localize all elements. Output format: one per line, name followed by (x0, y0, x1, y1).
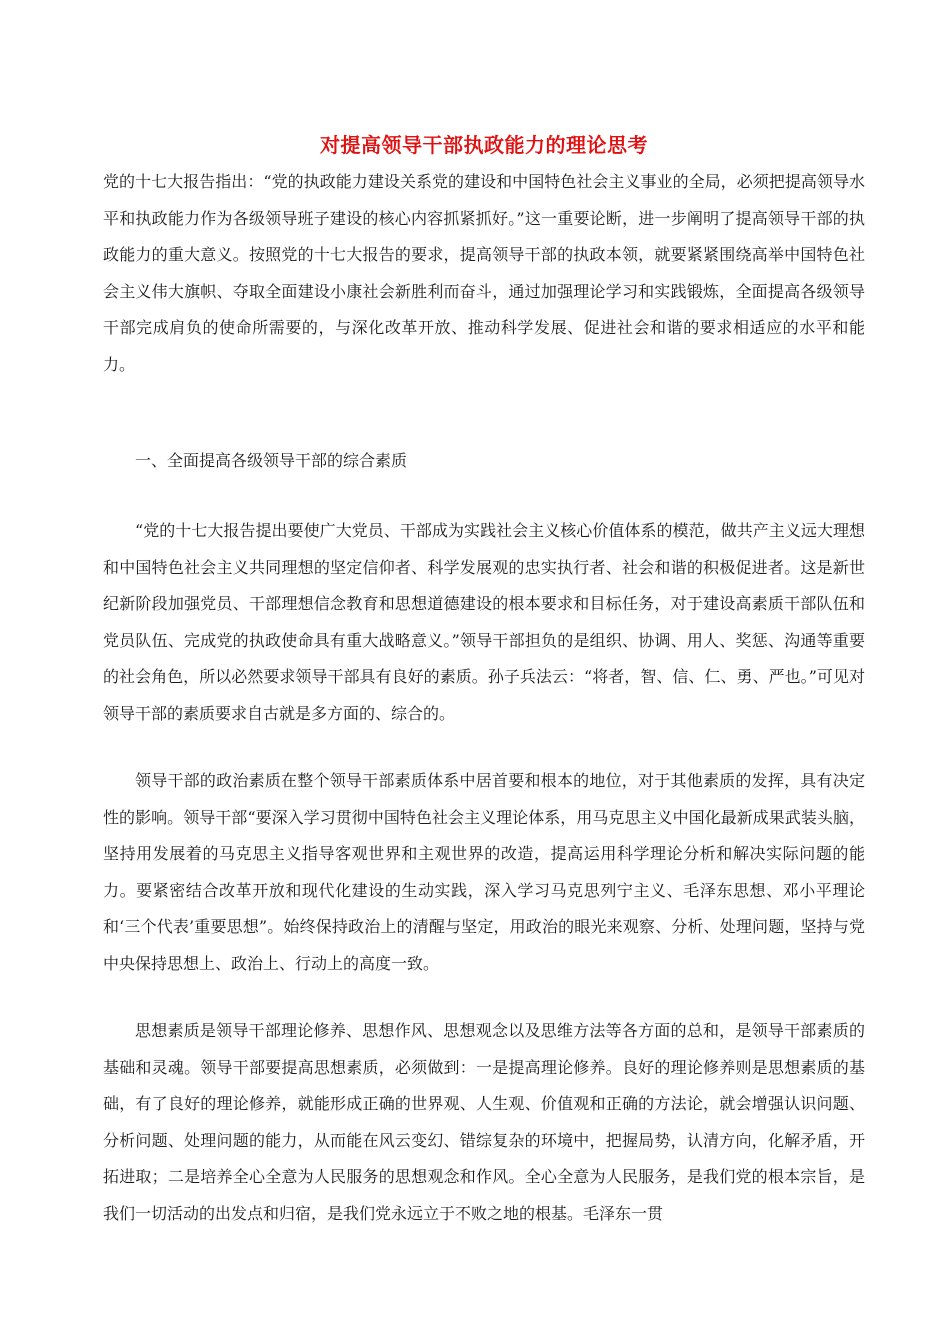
intro-paragraph: 党的十七大报告指出：“党的执政能力建设关系党的建设和中国特色社会主义事业的全局，必须把提高领导水平和执政能力作为各级领导班子建设的核心内容抓紧抓好。”这一重要论断，进一步阐明了提高领导干部的执政能力的重大意义。按照党的十七大报告的要求，提高领导干部的执政本领，就要紧紧围绕高举中国特色社会主义伟大旗帜、夺取全面建设小康社会新胜利而奋斗，通过加强理论学习和实践锻炼，全面提高各级领导干部完成肩负的使命所需要的，与深化改革开放、推动科学发展、促进社会和谐的要求相适应的水平和能力。 (103, 172, 865, 374)
body-paragraph-1: “党的十七大报告提出要使广大党员、干部成为实践社会主义核心价值体系的模范，做共产主义远大理想和中国特色社会主义共同理想的坚定信仰者、科学发展观的忠实执行者、社会和谐的积极促进者。这是新世纪新阶段加强党员、干部理想信念教育和思想道德建设的根本要求和目标任务，对于建设高素质干部队伍和党员队伍、完成党的执政使命具有重大战略意义。”领导干部担负的是组织、协调、用人、奖惩、沟通等重要的社会角色，所以必然要求领导干部具有良好的素质。孙子兵法云：“将者，智、信、仁、勇、严也。”可见对领导干部的素质要求自古就是多方面的、综合的。 (103, 521, 865, 723)
section-heading: 一、全面提高各级领导干部的综合素质 (135, 451, 408, 470)
body-paragraph-2: 领导干部的政治素质在整个领导干部素质体系中居首要和根本的地位，对于其他素质的发挥，具有决定性的影响。领导干部“要深入学习贯彻中国特色社会主义理论体系，用马克思主义中国化最新成果武装头脑，坚持用发展着的马克思主义指导客观世界和主观世界的改造，提高运用科学理论分析和解决实际问题的能力。要紧密结合改革开放和现代化建设的生动实践，深入学习马克思列宁主义、毛泽东思想、邓小平理论和‘三个代表’重要思想”。始终保持政治上的清醒与坚定，用政治的眼光来观察、分析、处理问题，坚持与党中央保持思想上、政治上、行动上的高度一致。 (103, 771, 865, 973)
body-paragraph-3: 思想素质是领导干部理论修养、思想作风、思想观念以及思维方法等各方面的总和，是领导干部素质的基础和灵魂。领导干部要提高思想素质，必须做到：一是提高理论修养。良好的理论修养则是思想素质的基础，有了良好的理论修养，就能形成正确的世界观、人生观、价值观和正确的方法论，就会增强认识问题、分析问题、处理问题的能力，从而能在风云变幻、错综复杂的环境中，把握局势，认清方向，化解矛盾，开拓进取；二是培养全心全意为人民服务的思想观念和作风。全心全意为人民服务，是我们党的根本宗旨，是我们一切活动的出发点和归宿，是我们党永远立于不败之地的根基。毛泽东一贯 (103, 1021, 865, 1223)
document-title: 对提高领导干部执政能力的理论思考 (320, 133, 648, 158)
